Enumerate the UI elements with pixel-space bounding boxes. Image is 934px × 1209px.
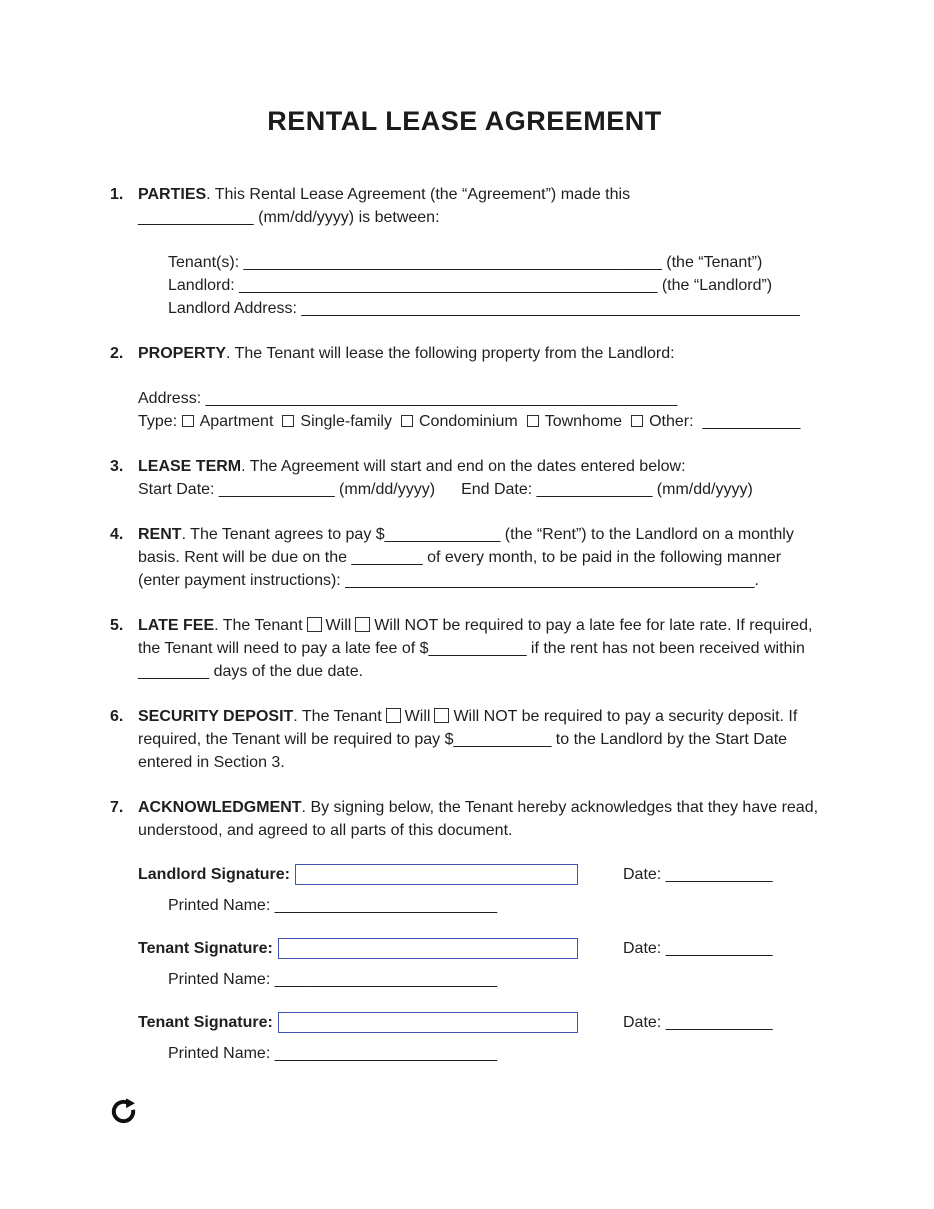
will-label: Will bbox=[325, 617, 352, 634]
tenant-line bbox=[168, 251, 819, 274]
will-not-label: Will NOT bbox=[453, 708, 518, 725]
late-fee-days-blank: ________ bbox=[138, 663, 210, 680]
tenant-signature-row bbox=[138, 1012, 819, 1033]
type-option-townhome bbox=[527, 413, 622, 430]
property-intro bbox=[138, 342, 819, 365]
landlord-address-label: Landlord Address: bbox=[168, 300, 302, 317]
rent-text bbox=[138, 523, 819, 592]
date-line bbox=[623, 866, 772, 884]
section-heading: PARTIES bbox=[138, 186, 207, 203]
section-security-deposit bbox=[110, 705, 819, 774]
type-option-single-family bbox=[282, 413, 392, 430]
section-text: to the Landlord by the Start Date entered in Section 3. bbox=[138, 731, 788, 771]
date-label: Date: bbox=[623, 865, 666, 883]
landlord-address-line bbox=[168, 297, 819, 320]
printed-name-label: Printed Name: bbox=[168, 897, 275, 914]
type-option-label: Townhome bbox=[544, 413, 623, 430]
printed-name-blank: _________________________ bbox=[274, 897, 498, 914]
section-text: (mm/dd/yyyy) is between: bbox=[253, 209, 440, 226]
property-address-blank: _____________________________________________________ bbox=[205, 390, 678, 407]
payment-instructions-blank: ______________________________________________ bbox=[345, 572, 755, 589]
acknowledgment-text bbox=[138, 796, 819, 842]
type-option-other bbox=[631, 413, 693, 430]
apartment-checkbox bbox=[182, 415, 194, 427]
deposit-will-checkbox[interactable] bbox=[386, 708, 401, 723]
section-late-fee bbox=[110, 614, 819, 683]
start-date-label: Start Date: bbox=[138, 481, 219, 498]
date-line bbox=[623, 1014, 772, 1032]
other-checkbox bbox=[631, 415, 643, 427]
printed-name-label: Printed Name: bbox=[168, 1045, 275, 1062]
tenant-signature-label: Tenant Signature: bbox=[138, 939, 273, 957]
late-fee-will-not-checkbox[interactable] bbox=[355, 617, 370, 632]
section-text: . The Tenant bbox=[214, 617, 303, 634]
section-property bbox=[110, 342, 819, 433]
section-number: 5. bbox=[110, 617, 124, 634]
date-line bbox=[623, 940, 772, 958]
landlord-label: Landlord: bbox=[168, 277, 240, 294]
circular-arrow-icon bbox=[110, 1098, 137, 1125]
end-date-group bbox=[461, 481, 753, 498]
section-heading: PROPERTY bbox=[138, 345, 227, 362]
printed-name-label: Printed Name: bbox=[168, 971, 275, 988]
section-number: 1. bbox=[110, 186, 124, 203]
other-type-blank: ___________ bbox=[702, 413, 801, 430]
due-day-blank: ________ bbox=[351, 549, 423, 566]
section-text: . bbox=[754, 572, 759, 589]
type-option-label: Single-family bbox=[300, 413, 392, 430]
section-parties bbox=[110, 183, 819, 320]
tenant-signature-group-1 bbox=[138, 938, 819, 991]
late-fee-will-checkbox[interactable] bbox=[307, 617, 322, 632]
section-text: . By signing below, the Tenant hereby acknowledges that they have read, understood, and agreed to all parts of this document. bbox=[138, 799, 819, 839]
section-heading: ACKNOWLEDGMENT bbox=[138, 799, 302, 816]
property-address-label: Address: bbox=[138, 390, 206, 407]
section-text: . The Tenant will lease the following property from the Landlord: bbox=[226, 345, 675, 362]
printed-name-line bbox=[168, 894, 819, 917]
late-fee-text bbox=[138, 614, 819, 683]
will-label: Will bbox=[404, 708, 431, 725]
section-text: of every month, to be paid in the following manner (enter payment instructions): bbox=[138, 549, 782, 589]
section-number: 6. bbox=[110, 708, 124, 725]
section-text: if the rent has not been received within bbox=[526, 640, 805, 657]
will-not-label: Will NOT bbox=[374, 617, 438, 634]
landlord-signature-label: Landlord Signature: bbox=[138, 865, 290, 883]
section-heading: LATE FEE bbox=[138, 617, 215, 634]
agreement-date-blank: _____________ bbox=[138, 209, 254, 226]
date-label: Date: bbox=[623, 939, 666, 957]
type-option-apartment bbox=[182, 413, 274, 430]
property-address-line bbox=[138, 387, 819, 410]
section-number: 4. bbox=[110, 526, 124, 543]
landlord-signature-row bbox=[138, 864, 819, 885]
lease-term-text bbox=[138, 455, 819, 501]
deposit-amount-blank: ___________ bbox=[453, 731, 552, 748]
section-text: . The Agreement will start and end on the dates entered below: bbox=[241, 458, 686, 475]
tenant-suffix: (the “Tenant”) bbox=[661, 254, 763, 271]
single-family-checkbox bbox=[282, 415, 294, 427]
tenant-signature-field-1[interactable] bbox=[278, 938, 578, 959]
tenant-signature-group-2 bbox=[138, 1012, 819, 1065]
section-number: 3. bbox=[110, 458, 124, 475]
section-acknowledgment bbox=[110, 796, 819, 842]
date-blank: ____________ bbox=[665, 939, 773, 957]
landlord-line bbox=[168, 274, 819, 297]
landlord-address-blank: ________________________________________________________ bbox=[301, 300, 800, 317]
section-text: . The Tenant agrees to pay $ bbox=[181, 526, 385, 543]
section-text: . This Rental Lease Agreement (the “Agreement”) made this bbox=[206, 186, 631, 203]
start-date-blank: _____________ bbox=[218, 481, 335, 498]
landlord-name-blank: _______________________________________________ bbox=[239, 277, 658, 294]
printed-name-line bbox=[168, 1042, 819, 1065]
signature-block bbox=[138, 864, 819, 1065]
landlord-suffix: (the “Landlord”) bbox=[657, 277, 773, 294]
section-text: (the “Rent”) to the Landlord on a monthly basis. Rent will be due on the bbox=[138, 526, 794, 566]
type-option-condominium bbox=[401, 413, 518, 430]
page-title: RENTAL LEASE AGREEMENT bbox=[267, 106, 662, 136]
end-date-label: End Date: bbox=[461, 481, 537, 498]
security-deposit-text bbox=[138, 705, 819, 774]
section-text: . The Tenant bbox=[293, 708, 382, 725]
late-fee-amount-blank: ___________ bbox=[428, 640, 527, 657]
parties-fields bbox=[168, 251, 819, 320]
tenant-signature-field-2[interactable] bbox=[278, 1012, 578, 1033]
date-blank: ____________ bbox=[665, 865, 773, 883]
section-heading: SECURITY DEPOSIT bbox=[138, 708, 294, 725]
date-label: Date: bbox=[623, 1013, 666, 1031]
printed-name-line bbox=[168, 968, 819, 991]
townhome-checkbox bbox=[527, 415, 539, 427]
condominium-checkbox bbox=[401, 415, 413, 427]
section-text: be required to pay a security deposit. If required, the Tenant will be required to pay $ bbox=[138, 708, 798, 748]
printed-name-blank: _________________________ bbox=[274, 1045, 498, 1062]
printed-name-blank: _________________________ bbox=[274, 971, 498, 988]
section-text: days of the due date. bbox=[209, 663, 364, 680]
property-type-line bbox=[138, 410, 819, 433]
section-heading: RENT bbox=[138, 526, 182, 543]
parties-intro bbox=[138, 183, 819, 229]
section-number: 2. bbox=[110, 345, 124, 362]
property-fields bbox=[138, 387, 819, 433]
tenant-signature-row bbox=[138, 938, 819, 959]
type-option-label: Apartment bbox=[199, 413, 274, 430]
rent-amount-blank: _____________ bbox=[384, 526, 501, 543]
type-option-label: Other: bbox=[649, 413, 694, 430]
section-number: 7. bbox=[110, 799, 124, 816]
landlord-signature-group bbox=[138, 864, 819, 917]
tenant-label: Tenant(s): bbox=[168, 254, 244, 271]
start-date-format: (mm/dd/yyyy) bbox=[334, 481, 436, 498]
section-lease-term bbox=[110, 455, 819, 501]
section-rent bbox=[110, 523, 819, 592]
type-option-label: Condominium bbox=[418, 413, 518, 430]
end-date-blank: _____________ bbox=[536, 481, 653, 498]
deposit-will-not-checkbox[interactable] bbox=[434, 708, 449, 723]
landlord-signature-field[interactable] bbox=[295, 864, 578, 885]
date-blank: ____________ bbox=[665, 1013, 773, 1031]
section-text: be required to pay a late fee for late rate. If required, the Tenant will need to pay a late fee of $ bbox=[138, 617, 813, 657]
tenant-name-blank: _______________________________________________ bbox=[243, 254, 662, 271]
tenant-signature-label: Tenant Signature: bbox=[138, 1013, 273, 1031]
property-type-label: Type: bbox=[138, 413, 182, 430]
section-heading: LEASE TERM bbox=[138, 458, 242, 475]
end-date-format: (mm/dd/yyyy) bbox=[652, 481, 753, 498]
